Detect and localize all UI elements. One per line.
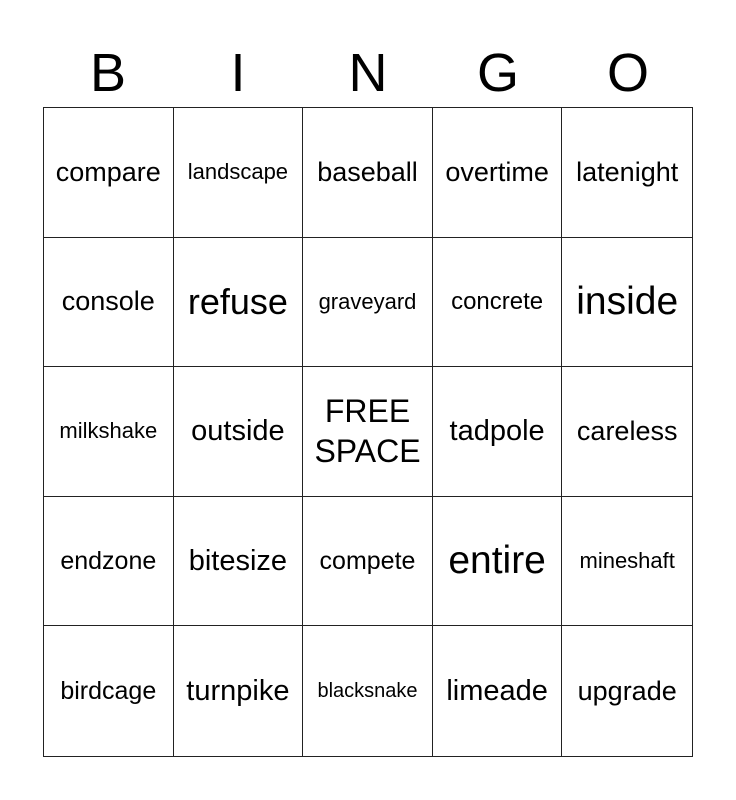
bingo-cell-r1-c1[interactable]: compare xyxy=(44,108,174,238)
bingo-cell-r1-c4[interactable]: overtime xyxy=(433,108,563,238)
bingo-cell-r2-c2[interactable]: refuse xyxy=(174,238,304,368)
bingo-cell-r3-c1[interactable]: milkshake xyxy=(44,367,174,497)
bingo-cell-r4-c5[interactable]: mineshaft xyxy=(562,497,692,627)
bingo-cell-r5-c4[interactable]: limeade xyxy=(433,626,563,756)
header-letter-o: O xyxy=(606,43,649,103)
bingo-cell-r4-c1[interactable]: endzone xyxy=(44,497,174,627)
bingo-cell-r1-c5[interactable]: latenight xyxy=(562,108,692,238)
free-space-cell: FREE SPACE xyxy=(303,367,433,497)
bingo-cell-r4-c2[interactable]: bitesize xyxy=(174,497,304,627)
bingo-cell-r5-c2[interactable]: turnpike xyxy=(174,626,304,756)
bingo-cell-r1-c3[interactable]: baseball xyxy=(303,108,433,238)
bingo-cell-r5-c3[interactable]: blacksnake xyxy=(303,626,433,756)
bingo-card xyxy=(43,107,693,757)
bingo-cell-r2-c5[interactable]: inside xyxy=(562,238,692,368)
bingo-cell-r2-c4[interactable]: concrete xyxy=(433,238,563,368)
bingo-cell-r1-c2[interactable]: landscape xyxy=(174,108,304,238)
bingo-cell-r5-c5[interactable]: upgrade xyxy=(577,675,677,706)
bingo-cell-r4-c3[interactable]: compete xyxy=(303,497,433,627)
header-letter-b: B xyxy=(89,43,127,103)
bingo-cell-r4-c4[interactable]: entire xyxy=(433,497,563,627)
bingo-cell-r3-c2[interactable]: outside xyxy=(174,367,304,497)
header-letter-g: G xyxy=(476,43,519,103)
bingo-cell-r2-c3[interactable]: graveyard xyxy=(303,238,433,368)
bingo-header xyxy=(43,38,693,108)
bingo-cell-r3-c4[interactable]: tadpole xyxy=(433,367,563,497)
bingo-cell-r3-c5[interactable]: careless xyxy=(562,367,692,497)
bingo-cell-r2-c1[interactable]: console xyxy=(44,238,174,368)
bingo-cell-r5-c1[interactable]: birdcage xyxy=(44,626,174,756)
header-letter-n: N xyxy=(348,43,388,103)
header-letter-i: I xyxy=(230,43,246,103)
